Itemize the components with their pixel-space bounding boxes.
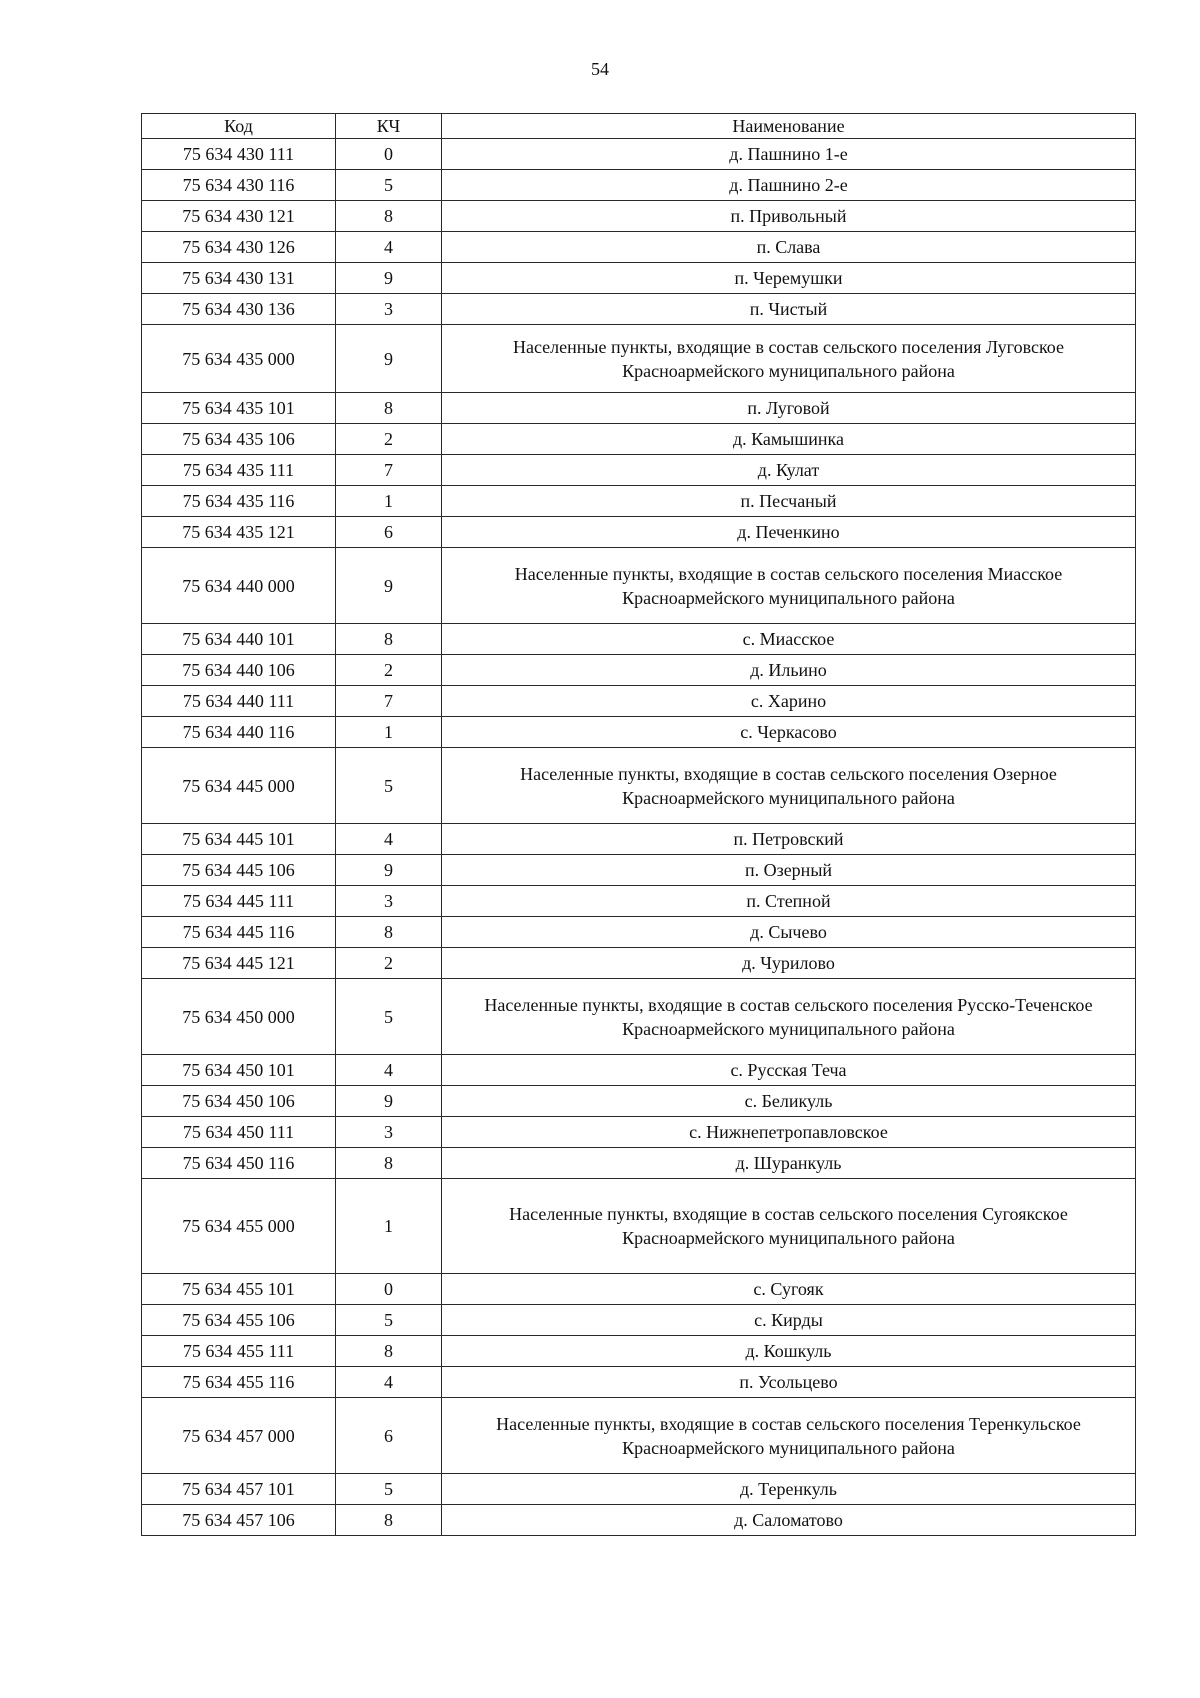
okato-table <box>141 113 1136 1536</box>
name-cell: д. Кошкуль <box>442 1336 1136 1367</box>
kch-cell: 9 <box>336 855 442 886</box>
kch-cell: 2 <box>336 424 442 455</box>
code-cell: 75 634 450 111 <box>142 1117 336 1148</box>
kch-cell: 1 <box>336 1179 442 1274</box>
table-row <box>142 886 1136 917</box>
kch-cell: 3 <box>336 886 442 917</box>
code-cell: 75 634 430 121 <box>142 201 336 232</box>
name-cell: д. Саломатово <box>442 1505 1136 1536</box>
column-header-code: Код <box>142 114 336 139</box>
table-row-settlement-group <box>142 325 1136 393</box>
code-cell: 75 634 450 000 <box>142 979 336 1055</box>
table-row-settlement-group <box>142 1398 1136 1474</box>
name-cell: с. Кирды <box>442 1305 1136 1336</box>
page-number: 54 <box>591 59 609 79</box>
kch-cell: 7 <box>336 455 442 486</box>
name-cell: п. Усольцево <box>442 1367 1136 1398</box>
name-cell: с. Беликуль <box>442 1086 1136 1117</box>
code-cell: 75 634 455 116 <box>142 1367 336 1398</box>
kch-cell: 8 <box>336 917 442 948</box>
table-row <box>142 393 1136 424</box>
table-row <box>142 1274 1136 1305</box>
table-row <box>142 1055 1136 1086</box>
table-row <box>142 232 1136 263</box>
table-row-settlement-group <box>142 1179 1136 1274</box>
kch-cell: 4 <box>336 1367 442 1398</box>
code-cell: 75 634 450 116 <box>142 1148 336 1179</box>
table-row <box>142 1474 1136 1505</box>
table-body <box>142 139 1136 1536</box>
table-row <box>142 624 1136 655</box>
kch-cell: 8 <box>336 1148 442 1179</box>
name-cell: д. Печенкино <box>442 517 1136 548</box>
code-cell: 75 634 435 000 <box>142 325 336 393</box>
kch-cell: 6 <box>336 517 442 548</box>
code-cell: 75 634 435 116 <box>142 486 336 517</box>
code-cell: 75 634 435 106 <box>142 424 336 455</box>
kch-cell: 2 <box>336 655 442 686</box>
kch-cell: 2 <box>336 948 442 979</box>
name-cell: д. Теренкуль <box>442 1474 1136 1505</box>
name-cell: д. Сычево <box>442 917 1136 948</box>
name-cell: п. Степной <box>442 886 1136 917</box>
name-cell: д. Ильино <box>442 655 1136 686</box>
table-row-settlement-group <box>142 979 1136 1055</box>
code-cell: 75 634 445 116 <box>142 917 336 948</box>
name-cell: Населенные пункты, входящие в состав сельского поселения Русско-Теченское Красноармейского муниципального района <box>442 979 1136 1055</box>
name-cell: с. Нижнепетропавловское <box>442 1117 1136 1148</box>
table-row <box>142 917 1136 948</box>
code-cell: 75 634 445 101 <box>142 824 336 855</box>
code-cell: 75 634 430 111 <box>142 139 336 170</box>
table-row <box>142 201 1136 232</box>
name-cell: п. Петровский <box>442 824 1136 855</box>
table-row <box>142 294 1136 325</box>
kch-cell: 8 <box>336 1336 442 1367</box>
table-row <box>142 686 1136 717</box>
kch-cell: 7 <box>336 686 442 717</box>
name-cell: д. Пашнино 2-е <box>442 170 1136 201</box>
table-row <box>142 170 1136 201</box>
kch-cell: 8 <box>336 201 442 232</box>
kch-cell: 0 <box>336 1274 442 1305</box>
kch-cell: 3 <box>336 1117 442 1148</box>
name-cell: с. Харино <box>442 686 1136 717</box>
name-cell: д. Пашнино 1-е <box>442 139 1136 170</box>
name-cell: с. Черкасово <box>442 717 1136 748</box>
name-cell: с. Миасское <box>442 624 1136 655</box>
table-row <box>142 1367 1136 1398</box>
table-header-row <box>142 114 1136 139</box>
name-cell: п. Луговой <box>442 393 1136 424</box>
name-cell: д. Шуранкуль <box>442 1148 1136 1179</box>
code-cell: 75 634 455 111 <box>142 1336 336 1367</box>
kch-cell: 0 <box>336 139 442 170</box>
kch-cell: 5 <box>336 1474 442 1505</box>
code-cell: 75 634 435 121 <box>142 517 336 548</box>
name-cell: Населенные пункты, входящие в состав сельского поселения Сугоякское Красноармейского муниципального района <box>442 1179 1136 1274</box>
code-cell: 75 634 440 000 <box>142 548 336 624</box>
code-cell: 75 634 457 000 <box>142 1398 336 1474</box>
kch-cell: 1 <box>336 486 442 517</box>
table-row <box>142 1336 1136 1367</box>
table-row <box>142 139 1136 170</box>
name-cell: Населенные пункты, входящие в состав сельского поселения Теренкульское Красноармейского муниципального района <box>442 1398 1136 1474</box>
kch-cell: 5 <box>336 979 442 1055</box>
code-cell: 75 634 455 106 <box>142 1305 336 1336</box>
code-cell: 75 634 450 101 <box>142 1055 336 1086</box>
name-cell: п. Песчаный <box>442 486 1136 517</box>
table-row <box>142 455 1136 486</box>
code-cell: 75 634 445 106 <box>142 855 336 886</box>
kch-cell: 9 <box>336 263 442 294</box>
table-row-settlement-group <box>142 748 1136 824</box>
name-cell: д. Камышинка <box>442 424 1136 455</box>
code-cell: 75 634 430 136 <box>142 294 336 325</box>
table-row <box>142 1505 1136 1536</box>
kch-cell: 5 <box>336 1305 442 1336</box>
name-cell: с. Сугояк <box>442 1274 1136 1305</box>
kch-cell: 6 <box>336 1398 442 1474</box>
table-row <box>142 1148 1136 1179</box>
code-cell: 75 634 445 111 <box>142 886 336 917</box>
code-cell: 75 634 440 116 <box>142 717 336 748</box>
code-cell: 75 634 457 106 <box>142 1505 336 1536</box>
name-cell: д. Чурилово <box>442 948 1136 979</box>
column-header-kch: КЧ <box>336 114 442 139</box>
table-row-settlement-group <box>142 548 1136 624</box>
kch-cell: 9 <box>336 1086 442 1117</box>
code-cell: 75 634 445 000 <box>142 748 336 824</box>
kch-cell: 3 <box>336 294 442 325</box>
name-cell: п. Слава <box>442 232 1136 263</box>
code-cell: 75 634 440 101 <box>142 624 336 655</box>
code-cell: 75 634 445 121 <box>142 948 336 979</box>
name-cell: п. Привольный <box>442 201 1136 232</box>
name-cell: п. Озерный <box>442 855 1136 886</box>
code-cell: 75 634 435 101 <box>142 393 336 424</box>
name-cell: п. Чистый <box>442 294 1136 325</box>
name-cell: Населенные пункты, входящие в состав сельского поселения Миасское Красноармейского муниципального района <box>442 548 1136 624</box>
kch-cell: 8 <box>336 393 442 424</box>
code-cell: 75 634 430 126 <box>142 232 336 263</box>
table-row <box>142 855 1136 886</box>
code-cell: 75 634 435 111 <box>142 455 336 486</box>
table-row <box>142 517 1136 548</box>
code-cell: 75 634 440 111 <box>142 686 336 717</box>
table-row <box>142 824 1136 855</box>
table-row <box>142 263 1136 294</box>
kch-cell: 5 <box>336 748 442 824</box>
name-cell: д. Кулат <box>442 455 1136 486</box>
kch-cell: 4 <box>336 1055 442 1086</box>
kch-cell: 8 <box>336 1505 442 1536</box>
kch-cell: 9 <box>336 548 442 624</box>
name-cell: с. Русская Теча <box>442 1055 1136 1086</box>
kch-cell: 1 <box>336 717 442 748</box>
code-cell: 75 634 455 000 <box>142 1179 336 1274</box>
kch-cell: 8 <box>336 624 442 655</box>
code-cell: 75 634 430 131 <box>142 263 336 294</box>
name-cell: Населенные пункты, входящие в состав сельского поселения Луговское Красноармейского муниципального района <box>442 325 1136 393</box>
name-cell: п. Черемушки <box>442 263 1136 294</box>
code-cell: 75 634 430 116 <box>142 170 336 201</box>
table-row <box>142 948 1136 979</box>
kch-cell: 5 <box>336 170 442 201</box>
table-row <box>142 1086 1136 1117</box>
table-row <box>142 1117 1136 1148</box>
table-row <box>142 424 1136 455</box>
code-cell: 75 634 455 101 <box>142 1274 336 1305</box>
code-cell: 75 634 440 106 <box>142 655 336 686</box>
table-row <box>142 486 1136 517</box>
table-row <box>142 717 1136 748</box>
code-cell: 75 634 450 106 <box>142 1086 336 1117</box>
table-row <box>142 655 1136 686</box>
code-cell: 75 634 457 101 <box>142 1474 336 1505</box>
name-cell: Населенные пункты, входящие в состав сельского поселения Озерное Красноармейского муниципального района <box>442 748 1136 824</box>
column-header-name: Наименование <box>442 114 1136 139</box>
kch-cell: 4 <box>336 232 442 263</box>
kch-cell: 4 <box>336 824 442 855</box>
table-row <box>142 1305 1136 1336</box>
kch-cell: 9 <box>336 325 442 393</box>
